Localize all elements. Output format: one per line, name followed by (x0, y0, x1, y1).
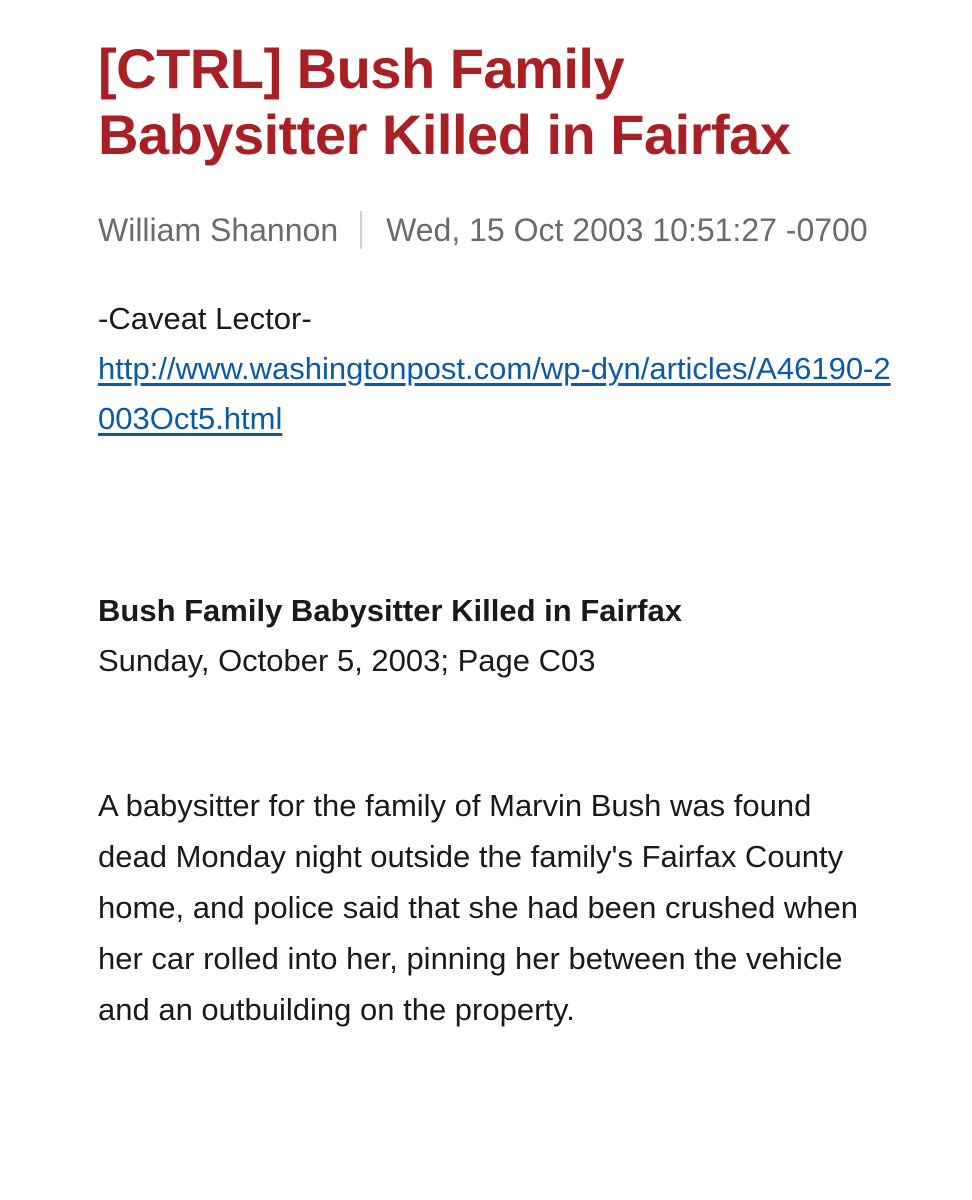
message-page (98, 36, 898, 1035)
post-title: [CTRL] Bush Family Babysitter Killed in Fairfax (98, 37, 791, 166)
article-dateline: Sunday, October 5, 2003; Page C03 (98, 643, 596, 678)
article-paragraph: A babysitter for the family of Marvin Bush was found dead Monday night outside the family's Fairfax County home, and police said that she had been crushed when her car rolled into her, pinning her between the vehicle and an outbuilding on the property. (98, 788, 859, 1027)
blank-space (98, 686, 898, 780)
meta-separator (360, 211, 362, 249)
blank-space (98, 444, 898, 586)
post-meta (98, 206, 878, 254)
message-body (98, 294, 898, 1035)
article-headline: Bush Family Babysitter Killed in Fairfax (98, 593, 682, 628)
author-name[interactable]: William Shannon (98, 212, 339, 248)
article-link[interactable]: http://www.washingtonpost.com/wp-dyn/articles/A46190-2003Oct5.html (98, 351, 891, 436)
post-date: Wed, 15 Oct 2003 10:51:27 -0700 (386, 212, 868, 248)
caveat-line: -Caveat Lector- (98, 301, 312, 336)
